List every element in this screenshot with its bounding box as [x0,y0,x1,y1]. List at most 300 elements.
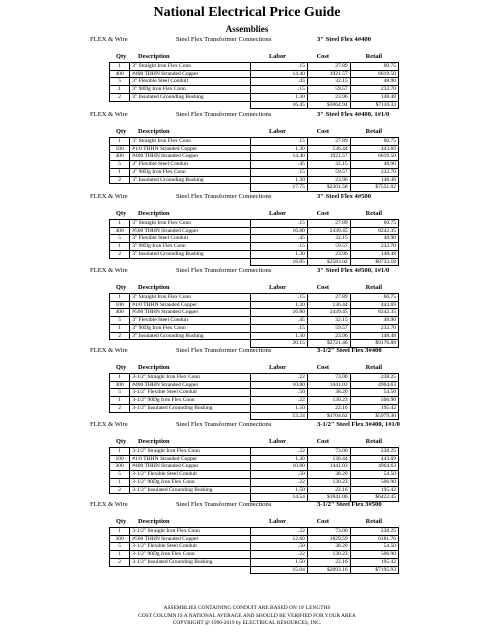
table-row [110,397,399,405]
retail-cell: 6619.50 [350,70,398,78]
retail-cell: 48.90 [350,235,398,243]
description-cell: #500 THHN Stranded Copper [130,535,250,543]
column-headers [0,128,494,137]
column-header-retail: Retail [365,53,382,60]
column-header-cost: Cost [316,364,329,371]
cost-cell: 59.57 [307,243,350,251]
description-cell: #500 THHN Stranded Copper [130,227,250,235]
labor-cell: .22 [250,397,307,405]
assembly-section [0,421,494,502]
table-row [110,227,399,235]
retail-cell: 54.50 [350,471,398,479]
section-title: 3-1/2" Steel Flex 3#400, 1#1/0 [317,421,400,428]
cost-cell: 22.16 [307,404,350,412]
total-row [110,412,399,420]
retail-cell: 195.42 [350,558,398,566]
qty-cell: 1 [110,528,130,536]
section-category: FLEX & Wire [90,501,128,508]
cost-cell: 59.57 [307,168,350,176]
total-labor: 18.85 [250,258,307,266]
retail-cell: 148.48 [350,250,398,258]
labor-cell: .15 [250,324,307,332]
column-header-labor: Labor [268,438,286,445]
labor-cell: .22 [250,478,307,486]
retail-cell: 232.70 [350,168,398,176]
cost-cell: 32.15 [307,317,350,325]
cost-cell: 27.89 [307,294,350,302]
description-cell: 3" Flexible Steel Conduit [130,317,250,325]
qty-cell: 400 [110,309,130,317]
description-cell: 3" Insulated Grounding Bushing [130,332,250,340]
section-context: Steel Flex Transformer Connections [176,421,272,428]
column-header-labor: Labor [268,364,286,371]
column-headers [0,210,494,219]
labor-cell: .50 [250,543,307,551]
blank-cell [110,412,130,420]
assembly-section [0,347,494,420]
labor-cell: .22 [250,551,307,559]
labor-cell: .15 [250,138,307,146]
section-title: 3" Steel Flex 4#500, 1#1/0 [317,267,390,274]
cost-cell: 32.15 [307,161,350,169]
labor-cell: .50 [250,389,307,397]
description-cell: 3" Flexible Steel Conduit [130,161,250,169]
description-cell: 3" Insulated Grounding Bushing [130,250,250,258]
description-cell: #500 THHN Stranded Copper [130,309,250,317]
qty-cell: 300 [110,381,130,389]
column-header-description: Description [138,210,170,217]
table-row [110,301,399,309]
labor-cell: 14.40 [250,153,307,161]
retail-cell: 195.42 [350,404,398,412]
qty-cell: 400 [110,153,130,161]
cost-cell: 23.96 [307,93,350,101]
qty-cell: 2 [110,404,130,412]
table-row [110,153,399,161]
retail-cell: 148.48 [350,176,398,184]
assembly-table [109,137,399,192]
labor-cell: .15 [250,86,307,94]
qty-cell: 300 [110,463,130,471]
blank-cell [130,184,250,192]
section-category: FLEX & Wire [90,193,128,200]
column-header-labor: Labor [268,53,286,60]
retail-cell: 60.75 [350,63,398,71]
table-row [110,551,399,559]
total-labor: 14.54 [250,494,307,502]
retail-cell: 54.50 [350,389,398,397]
cost-cell: 38.20 [307,471,350,479]
retail-cell: 148.48 [350,332,398,340]
qty-cell: 100 [110,301,130,309]
retail-cell: 48.90 [350,78,398,86]
retail-cell: 238.25 [350,374,398,382]
labor-cell: .15 [250,63,307,71]
table-row [110,478,399,486]
column-header-labor: Labor [268,518,286,525]
labor-cell: 1.50 [250,486,307,494]
qty-cell: 100 [110,145,130,153]
table-row [110,389,399,397]
column-header-retail: Retail [365,284,382,291]
labor-cell: 10.80 [250,381,307,389]
qty-cell: 1 [110,551,130,559]
cost-cell: 22.16 [307,486,350,494]
cost-cell: 1921.57 [307,70,350,78]
cost-cell: 23.96 [307,176,350,184]
section-header [0,347,494,356]
total-row [110,101,399,109]
table-row [110,138,399,146]
column-header-labor: Labor [268,284,286,291]
description-cell: 3" Flexible Steel Conduit [130,78,250,86]
blank-cell [130,258,250,266]
section-category: FLEX & Wire [90,111,128,118]
table-row [110,448,399,456]
description-cell: 3-1/2" 90Dg Iron Flex Conn [130,397,250,405]
description-cell: 3-1/2" Straight Iron Flex Conn [130,374,250,382]
qty-cell: 5 [110,317,130,325]
retail-cell: 4964.63 [350,381,398,389]
description-cell: 3" Insulated Grounding Bushing [130,176,250,184]
blank-cell [110,101,130,109]
section-category: FLEX & Wire [90,347,128,354]
qty-cell: 1 [110,294,130,302]
assembly-section [0,267,494,348]
column-header-retail: Retail [365,364,382,371]
assembly-table [109,219,399,266]
qty-cell: 300 [110,535,130,543]
section-category: FLEX & Wire [90,421,128,428]
column-header-retail: Retail [365,518,382,525]
cost-cell: 2439.45 [307,309,350,317]
assembly-section [0,501,494,574]
cost-cell: 1441.03 [307,381,350,389]
labor-cell: .15 [250,168,307,176]
column-header-cost: Cost [316,210,329,217]
description-cell: 3-1/2" Insulated Grounding Bushing [130,486,250,494]
retail-cell: 238.25 [350,448,398,456]
total-retail: $9176.88 [350,340,398,348]
section-context: Steel Flex Transformer Connections [176,193,272,200]
total-retail: $7551.02 [350,184,398,192]
table-row [110,528,399,536]
section-header [0,36,494,45]
column-header-cost: Cost [316,518,329,525]
labor-cell: 1.30 [250,301,307,309]
cost-cell: 136.44 [307,301,350,309]
column-header-qty: Qty [116,284,127,291]
column-header-cost: Cost [316,128,329,135]
cost-cell: 130.23 [307,551,350,559]
section-title: 3-1/2" Steel Flex 3#400 [317,347,382,354]
section-title: 3" Steel Flex 4#500 [317,193,372,200]
qty-cell: 5 [110,471,130,479]
column-header-labor: Labor [268,128,286,135]
section-category: FLEX & Wire [90,36,128,43]
cost-cell: 59.57 [307,324,350,332]
column-headers [0,284,494,293]
qty-cell: 1 [110,138,130,146]
description-cell: #1/0 THHN Stranded Copper [130,145,250,153]
labor-cell: 1.50 [250,404,307,412]
cost-cell: 23.96 [307,332,350,340]
description-cell: 3-1/2" Straight Iron Flex Conn [130,448,250,456]
retail-cell: 195.42 [350,486,398,494]
cost-cell: 27.89 [307,138,350,146]
cost-cell: 136.44 [307,145,350,153]
assembly-table [109,293,399,348]
description-cell: 3" Straight Iron Flex Conn [130,138,250,146]
description-cell: 3" 90Dg Iron Flex Conn [130,324,250,332]
column-headers [0,438,494,447]
qty-cell: 1 [110,324,130,332]
cost-cell: 59.57 [307,86,350,94]
column-header-description: Description [138,518,170,525]
section-title: 3" Steel Flex 4#400, 1#1/0 [317,111,390,118]
assembly-table [109,62,399,109]
cost-cell: 136.44 [307,455,350,463]
column-header-qty: Qty [116,438,127,445]
column-header-qty: Qty [116,518,127,525]
section-title: 3" Steel Flex 4#400 [317,36,372,43]
total-retail: $6422.45 [350,494,398,502]
description-cell: 3-1/2" 90Dg Iron Flex Conn [130,478,250,486]
retail-cell: 60.75 [350,294,398,302]
column-headers [0,518,494,527]
column-header-description: Description [138,438,170,445]
table-row [110,374,399,382]
cost-cell: 2439.45 [307,227,350,235]
description-cell: 3" Straight Iron Flex Conn [130,294,250,302]
column-header-cost: Cost [316,438,329,445]
table-row [110,471,399,479]
description-cell: 3" 90Dg Iron Flex Conn [130,86,250,94]
qty-cell: 1 [110,63,130,71]
table-row [110,463,399,471]
cost-cell: 1921.57 [307,153,350,161]
table-row [110,332,399,340]
retail-cell: 443.69 [350,145,398,153]
cost-cell: 73.00 [307,448,350,456]
table-row [110,543,399,551]
retail-cell: 443.69 [350,301,398,309]
column-header-description: Description [138,284,170,291]
description-cell: #400 THHN Stranded Copper [130,381,250,389]
retail-cell: 48.90 [350,317,398,325]
labor-cell: .15 [250,243,307,251]
column-headers [0,364,494,373]
table-row [110,161,399,169]
total-labor: 13.24 [250,412,307,420]
retail-cell: 6181.76 [350,535,398,543]
retail-cell: 506.90 [350,397,398,405]
blank-cell [110,184,130,192]
total-labor: 15.04 [250,566,307,574]
table-row [110,381,399,389]
section-header [0,421,494,430]
page-title: National Electrical Price Guide [153,5,341,20]
section-category: FLEX & Wire [90,267,128,274]
column-header-qty: Qty [116,210,127,217]
section-context: Steel Flex Transformer Connections [176,347,272,354]
cost-cell: 22.16 [307,558,350,566]
cost-cell: 73.00 [307,528,350,536]
total-row [110,566,399,574]
description-cell: 3-1/2" Straight Iron Flex Conn [130,528,250,536]
description-cell: 3" Straight Iron Flex Conn [130,220,250,228]
total-retail: $7110.33 [350,101,398,109]
table-row [110,404,399,412]
labor-cell: 1.50 [250,558,307,566]
qty-cell: 5 [110,161,130,169]
table-row [110,455,399,463]
total-cost: $2093.16 [307,566,350,574]
qty-cell: 1 [110,374,130,382]
page-subtitle: Assemblies [225,24,269,34]
section-header [0,501,494,510]
labor-cell: .45 [250,161,307,169]
description-cell: #1/0 THHN Stranded Copper [130,455,250,463]
labor-cell: 14.40 [250,70,307,78]
qty-cell: 2 [110,250,130,258]
description-cell: 3" 90Dg Iron Flex Conn [130,168,250,176]
table-row [110,309,399,317]
labor-cell: .15 [250,220,307,228]
section-header [0,267,494,276]
description-cell: 3" Flexible Steel Conduit [130,235,250,243]
cost-cell: 27.89 [307,63,350,71]
qty-cell: 2 [110,176,130,184]
table-row [110,145,399,153]
labor-cell: 1.30 [250,250,307,258]
blank-cell [130,566,250,574]
retail-cell: 60.75 [350,138,398,146]
section-context: Steel Flex Transformer Connections [176,36,272,43]
column-header-qty: Qty [116,364,127,371]
retail-cell: 60.75 [350,220,398,228]
section-context: Steel Flex Transformer Connections [176,111,272,118]
labor-cell: 1.30 [250,455,307,463]
qty-cell: 1 [110,478,130,486]
cost-cell: 130.23 [307,397,350,405]
table-row [110,486,399,494]
total-labor: 20.15 [250,340,307,348]
description-cell: 3-1/2" Flexible Steel Conduit [130,389,250,397]
footer-line: COST COLUMN IS A NATIONAL AVERAGE AND SHOULD BE VERIFIED FOR YOUR AREA [138,612,356,619]
table-row [110,176,399,184]
blank-cell [130,412,250,420]
total-labor: 17.75 [250,184,307,192]
qty-cell: 5 [110,235,130,243]
total-row [110,258,399,266]
table-row [110,243,399,251]
total-cost: $3064.94 [307,101,350,109]
retail-cell: 54.50 [350,543,398,551]
retail-cell: 48.90 [350,161,398,169]
description-cell: #1/0 THHN Stranded Copper [130,301,250,309]
qty-cell: 1 [110,220,130,228]
table-row [110,63,399,71]
labor-cell: 1.30 [250,93,307,101]
retail-cell: 8242.35 [350,309,398,317]
retail-cell: 443.69 [350,455,398,463]
total-row [110,184,399,192]
qty-cell: 1 [110,86,130,94]
cost-cell: 73.00 [307,374,350,382]
labor-cell: .22 [250,374,307,382]
column-header-retail: Retail [365,128,382,135]
retail-cell: 6619.50 [350,153,398,161]
qty-cell: 1 [110,397,130,405]
section-context: Steel Flex Transformer Connections [176,501,272,508]
assembly-table [109,373,399,420]
qty-cell: 2 [110,93,130,101]
labor-cell: 12.60 [250,535,307,543]
labor-cell: 1.30 [250,145,307,153]
total-cost: $2201.58 [307,184,350,192]
retail-cell: 238.25 [350,528,398,536]
column-header-description: Description [138,128,170,135]
column-header-cost: Cost [316,284,329,291]
labor-cell: .22 [250,528,307,536]
table-row [110,220,399,228]
section-context: Steel Flex Transformer Connections [176,267,272,274]
assembly-table [109,527,399,574]
description-cell: 3" Straight Iron Flex Conn [130,63,250,71]
table-row [110,324,399,332]
retail-cell: 4964.63 [350,463,398,471]
cost-cell: 1829.59 [307,535,350,543]
column-header-description: Description [138,53,170,60]
column-header-retail: Retail [365,210,382,217]
footer-line: ASSEMBLIES CONTAINING CONDUIT ARE BASED ON 10' LENGTHS [163,605,331,611]
blank-cell [110,566,130,574]
retail-cell: 148.48 [350,93,398,101]
table-row [110,93,399,101]
qty-cell: 2 [110,332,130,340]
assembly-section [0,193,494,266]
labor-cell: .45 [250,235,307,243]
description-cell: #400 THHN Stranded Copper [130,70,250,78]
column-header-qty: Qty [116,128,127,135]
description-cell: #400 THHN Stranded Copper [130,463,250,471]
cost-cell: 38.20 [307,543,350,551]
total-cost: $1841.06 [307,494,350,502]
column-header-description: Description [138,364,170,371]
column-header-labor: Labor [268,210,286,217]
total-cost: $1704.62 [307,412,350,420]
qty-cell: 400 [110,227,130,235]
cost-cell: 27.89 [307,220,350,228]
cost-cell: 23.96 [307,250,350,258]
table-row [110,168,399,176]
qty-cell: 5 [110,78,130,86]
cost-cell: 130.23 [307,478,350,486]
assembly-section [0,111,494,192]
description-cell: 3-1/2" 90Dg Iron Flex Conn [130,551,250,559]
qty-cell: 400 [110,70,130,78]
retail-cell: 8242.35 [350,227,398,235]
qty-cell: 1 [110,243,130,251]
blank-cell [130,101,250,109]
column-header-retail: Retail [365,438,382,445]
description-cell: 3" 90Dg Iron Flex Conn [130,243,250,251]
total-cost: $2583.02 [307,258,350,266]
section-header [0,111,494,120]
retail-cell: 232.70 [350,86,398,94]
section-title: 3-1/2" Steel Flex 3#500 [317,501,382,508]
